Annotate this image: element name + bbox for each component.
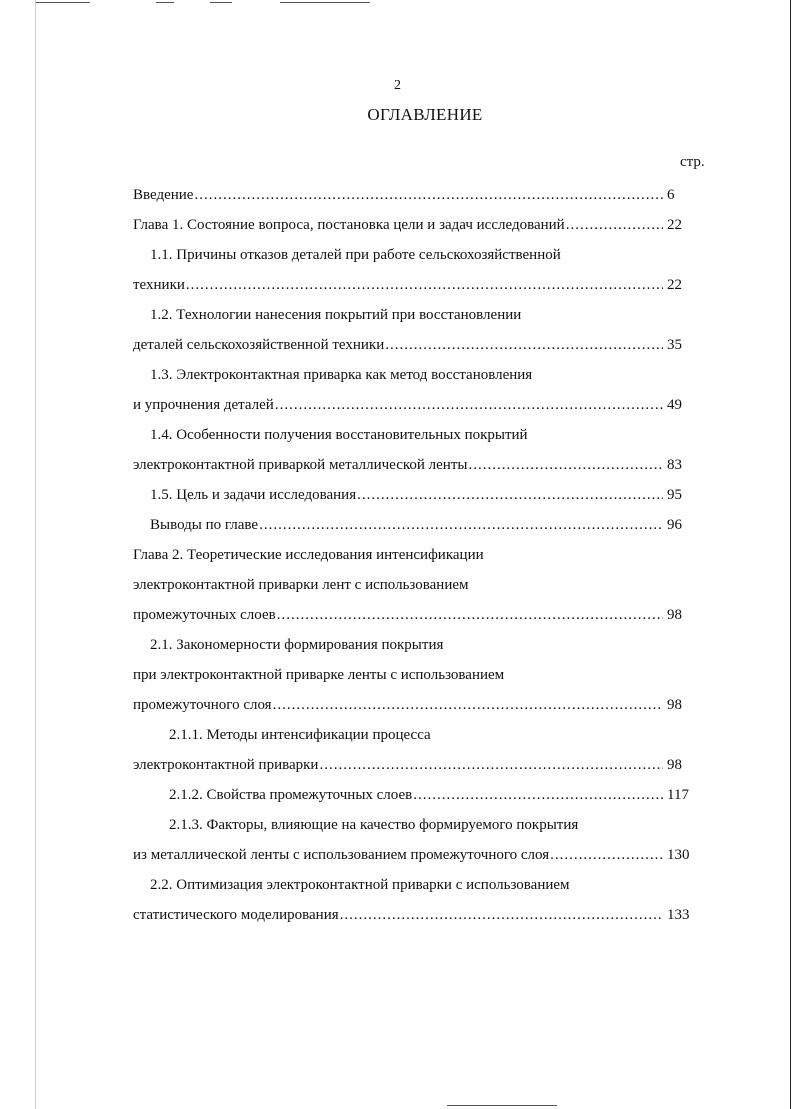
toc-entry-page: 95 <box>667 487 682 503</box>
toc-entry-title: техники <box>133 277 185 293</box>
toc-entry <box>133 510 713 540</box>
toc-entry-page: 22 <box>667 217 682 233</box>
toc-leader-dots <box>385 330 663 360</box>
toc-entry-title: Глава 2. Теоретические исследования интенсификации <box>133 547 484 563</box>
toc-entry <box>133 540 713 570</box>
toc-leader-dots <box>259 510 663 540</box>
toc-entry <box>133 900 713 930</box>
toc-entry <box>133 630 713 660</box>
table-of-contents <box>133 180 713 930</box>
toc-entry-title: Введение <box>133 187 194 203</box>
toc-entry-title: электроконтактной приварки лент с использованием <box>133 577 469 593</box>
toc-leader-dots <box>468 450 663 480</box>
toc-entry <box>133 720 713 750</box>
toc-entry <box>133 180 713 210</box>
toc-entry-title: электроконтактной приваркой металлической ленты <box>133 457 468 473</box>
toc-entry-title: статистического моделирования <box>133 907 339 923</box>
toc-entry <box>133 750 713 780</box>
toc-entry-title: 1.5. Цель и задачи исследования <box>150 487 357 503</box>
toc-entry-page: 98 <box>667 607 682 623</box>
toc-entry-title: и упрочнения деталей <box>133 397 274 413</box>
toc-leader-dots <box>186 270 663 300</box>
toc-entry-title: 1.1. Причины отказов деталей при работе сельскохозяйственной <box>150 247 561 263</box>
toc-entry-page: 98 <box>667 757 682 773</box>
toc-entry-title: Выводы по главе <box>150 517 259 533</box>
toc-leader-dots <box>413 780 663 810</box>
toc-entry <box>133 450 713 480</box>
toc-entry-page: 130 <box>667 847 690 863</box>
toc-entry-title: 2.2. Оптимизация электроконтактной приварки с использованием <box>150 877 570 893</box>
toc-entry-title: из металлической ленты с использованием промежуточного слоя <box>133 847 550 863</box>
toc-entry-title: электроконтактной приварки <box>133 757 319 773</box>
toc-entry <box>133 360 713 390</box>
toc-entry-page: 22 <box>667 277 682 293</box>
toc-entry <box>133 210 713 240</box>
toc-entry-title: промежуточных слоев <box>133 607 276 623</box>
toc-leader-dots <box>550 840 663 870</box>
scan-left-edge <box>35 0 36 1109</box>
toc-entry <box>133 570 713 600</box>
toc-entry-title: при электроконтактной приварке ленты с использованием <box>133 667 505 683</box>
toc-entry-page: 96 <box>667 517 682 533</box>
toc-leader-dots <box>273 690 663 720</box>
toc-entry-title: 2.1.3. Факторы, влияющие на качество формируемого покрытия <box>169 817 579 833</box>
page-number: 2 <box>394 78 401 93</box>
toc-leader-dots <box>566 210 663 240</box>
toc-entry <box>133 270 713 300</box>
toc-entry-page: 49 <box>667 397 682 413</box>
toc-entry-page: 35 <box>667 337 682 353</box>
toc-leader-dots <box>357 480 663 510</box>
toc-entry-page: 6 <box>667 187 675 203</box>
page-column-label: стр. <box>680 154 705 170</box>
toc-entry <box>133 870 713 900</box>
toc-leader-dots <box>277 600 663 630</box>
toc-entry <box>133 840 713 870</box>
toc-entry-title: 2.1. Закономерности формирования покрытия <box>150 637 444 653</box>
toc-entry-page: 83 <box>667 457 682 473</box>
toc-entry <box>133 390 713 420</box>
toc-entry-page: 133 <box>667 907 690 923</box>
scan-mark <box>156 2 174 3</box>
toc-entry-title: 1.4. Особенности получения восстановительных покрытий <box>150 427 528 443</box>
toc-entry <box>133 600 713 630</box>
toc-leader-dots <box>194 180 663 210</box>
toc-entry <box>133 780 713 810</box>
toc-entry-title: 1.3. Электроконтактная приварка как метод восстановления <box>150 367 533 383</box>
toc-entry <box>133 330 713 360</box>
toc-entry-title: деталей сельскохозяйственной техники <box>133 337 385 353</box>
scan-right-edge <box>790 0 791 1109</box>
toc-entry-title: 2.1.2. Свойства промежуточных слоев <box>169 787 413 803</box>
scan-mark <box>36 2 90 3</box>
toc-entry-title: промежуточного слоя <box>133 697 272 713</box>
page-title: ОГЛАВЛЕНИЕ <box>367 105 483 124</box>
toc-entry-page: 117 <box>667 787 689 803</box>
toc-entry-title: 2.1.1. Методы интенсификации процесса <box>169 727 431 743</box>
toc-entry <box>133 240 713 270</box>
toc-leader-dots <box>340 900 663 930</box>
toc-entry <box>133 810 713 840</box>
toc-entry <box>133 480 713 510</box>
scan-mark <box>210 2 232 3</box>
toc-entry <box>133 420 713 450</box>
scan-mark <box>447 1105 557 1106</box>
toc-leader-dots <box>319 750 663 780</box>
toc-leader-dots <box>275 390 663 420</box>
toc-entry <box>133 660 713 690</box>
toc-entry-page: 98 <box>667 697 682 713</box>
toc-entry-title: 1.2. Технологии нанесения покрытий при восстановлении <box>150 307 522 323</box>
toc-entry <box>133 300 713 330</box>
toc-entry <box>133 690 713 720</box>
scan-mark <box>280 2 370 3</box>
toc-entry-title: Глава 1. Состояние вопроса, постановка цели и задач исследований <box>133 217 565 233</box>
